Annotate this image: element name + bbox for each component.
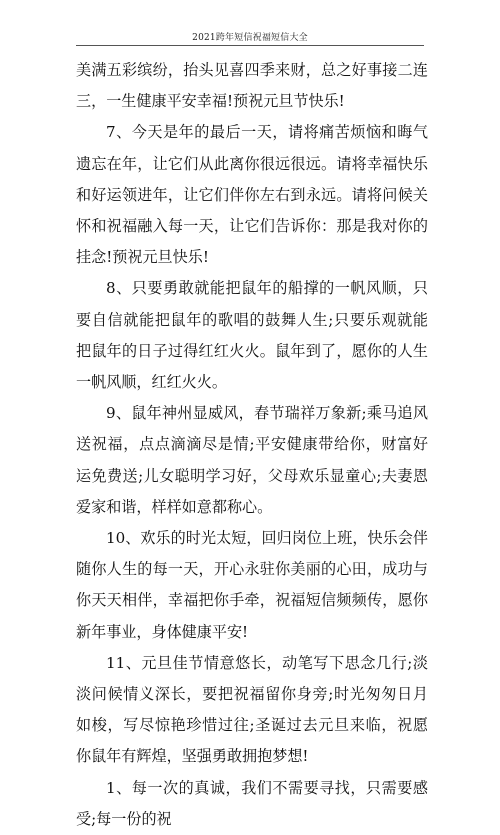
paragraph-8: 8、只要勇敢就能把鼠年的船撑的一帆风顺，只要自信就能把鼠年的歌唱的鼓舞人生;只要乐观就能把鼠年的日子过得红红火火。鼠年到了，愿你的人生一帆风顺，红红火火。	[76, 279, 428, 392]
paragraph-7: 7、今天是年的最后一天，请将痛苦烦恼和晦气遗忘在年，让它们从此离你很远很远。请将幸福快乐和好运领进年，让它们伴你左右到永远。请将问候关怀和祝福融入每一天，让它们告诉你：那是我对你的挂念!预祝元旦快乐!	[76, 123, 428, 267]
paragraph-continued: 美满五彩缤纷，抬头见喜四季来财，总之好事接二连三，一生健康平安幸福!预祝元旦节快乐!	[76, 61, 428, 111]
header-divider	[76, 45, 424, 46]
paragraph-1: 1、每一次的真诚，我们不需要寻找，只需要感受;每一份的祝	[76, 778, 428, 828]
document-body	[76, 55, 428, 835]
paragraph-10: 10、欢乐的时光太短，回归岗位上班，快乐会伴随你人生的每一天，开心永驻你美丽的心田，成功与你天天相伴，幸福把你手牵，祝福短信频频传，愿你新年事业，身体健康平安!	[76, 529, 428, 641]
paragraph-9: 9、鼠年神州显威风，春节瑞祥万象新;乘马追风送祝福，点点滴滴尽是情;平安健康带给你，财富好运免费送;儿女聪明学习好，父母欢乐显童心;夫妻恩爱家和谐，样样如意都称心。	[76, 404, 428, 516]
page-header	[0, 0, 500, 44]
document-title: 2021跨年短信祝福短信大全	[192, 33, 308, 43]
paragraph-11: 11、元旦佳节情意悠长，动笔写下思念几行;淡淡问候情义深长，要把祝福留你身旁;时光匆匆日月如梭，写尽惊艳珍惜过往;圣诞过去元旦来临，祝愿你鼠年有辉煌，坚强勇敢拥抱梦想!	[76, 653, 428, 766]
